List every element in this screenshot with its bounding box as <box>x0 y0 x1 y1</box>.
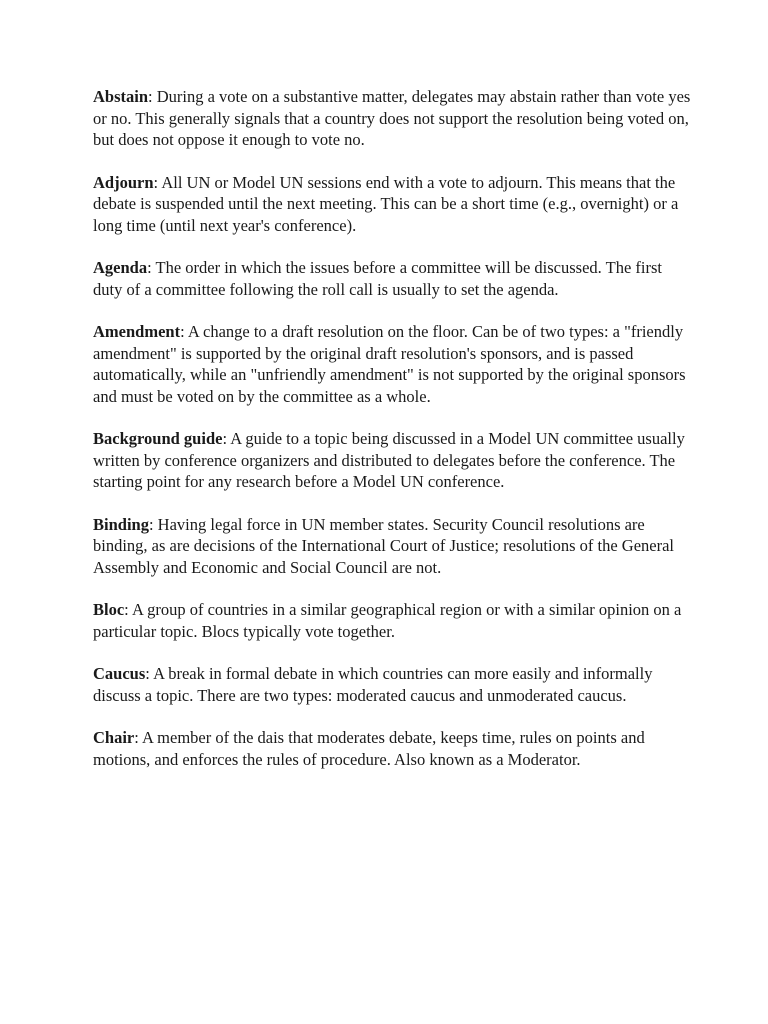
glossary-definition: : A guide to a topic being discussed in a Model UN committee usually written by conference organizers and distributed to delegates before the conference. The starting point for any research before a Model UN conference. <box>93 429 685 491</box>
glossary-term: Chair <box>93 728 135 747</box>
glossary-entry-adjourn <box>93 172 693 237</box>
glossary-entry-background-guide <box>93 428 693 493</box>
glossary-term: Agenda <box>93 258 148 277</box>
glossary-definition: : A break in formal debate in which countries can more easily and informally discuss a topic. There are two types: moderated caucus and unmoderated caucus. <box>93 664 653 705</box>
glossary-term: Adjourn <box>93 172 154 192</box>
glossary-definition: : A change to a draft resolution on the floor. Can be of two types: a "friendly amendment" is supported by the original draft resolution's sponsors, and is passed automatically, while an "unfriendly amendment" is not supported by the original sponsors and must be voted on by the committee as a whole. <box>93 322 686 406</box>
glossary-term: Bloc <box>93 600 125 619</box>
glossary-entry-abstain <box>93 86 693 151</box>
glossary-term: Binding <box>93 514 149 534</box>
glossary-document <box>93 86 693 791</box>
glossary-entry-caucus <box>93 663 693 706</box>
glossary-term: Abstain <box>93 87 149 106</box>
glossary-definition: : A group of countries in a similar geographical region or with a similar opinion on a particular topic. Blocs typically vote together. <box>93 600 682 641</box>
glossary-entry-agenda <box>93 257 693 300</box>
glossary-definition: : Having legal force in UN member states. Security Council resolutions are binding, as are decisions of the International Court of Justice; resolutions of the General Assembly and Economic and Social Council are not. <box>93 514 675 577</box>
glossary-term: Caucus <box>93 664 146 683</box>
glossary-entry-amendment <box>93 321 693 407</box>
glossary-definition: : A member of the dais that moderates debate, keeps time, rules on points and motions, and enforces the rules of procedure. Also known as a Moderator. <box>93 728 645 769</box>
glossary-entry-binding <box>93 514 693 579</box>
glossary-definition: : During a vote on a substantive matter, delegates may abstain rather than vote yes or no. This generally signals that a country does not support the resolution being voted on, but does not oppose it enough to vote no. <box>93 87 691 149</box>
glossary-definition: : The order in which the issues before a committee will be discussed. The first duty of a committee following the roll call is usually to set the agenda. <box>93 258 662 299</box>
glossary-entry-bloc <box>93 599 693 642</box>
glossary-term: Amendment <box>93 322 181 341</box>
glossary-definition: : All UN or Model UN sessions end with a vote to adjourn. This means that the debate is suspended until the next meeting. This can be a short time (e.g., overnight) or a long time (until next year's conference). <box>93 172 679 235</box>
glossary-term: Background guide <box>93 429 223 448</box>
glossary-entry-chair <box>93 727 693 770</box>
